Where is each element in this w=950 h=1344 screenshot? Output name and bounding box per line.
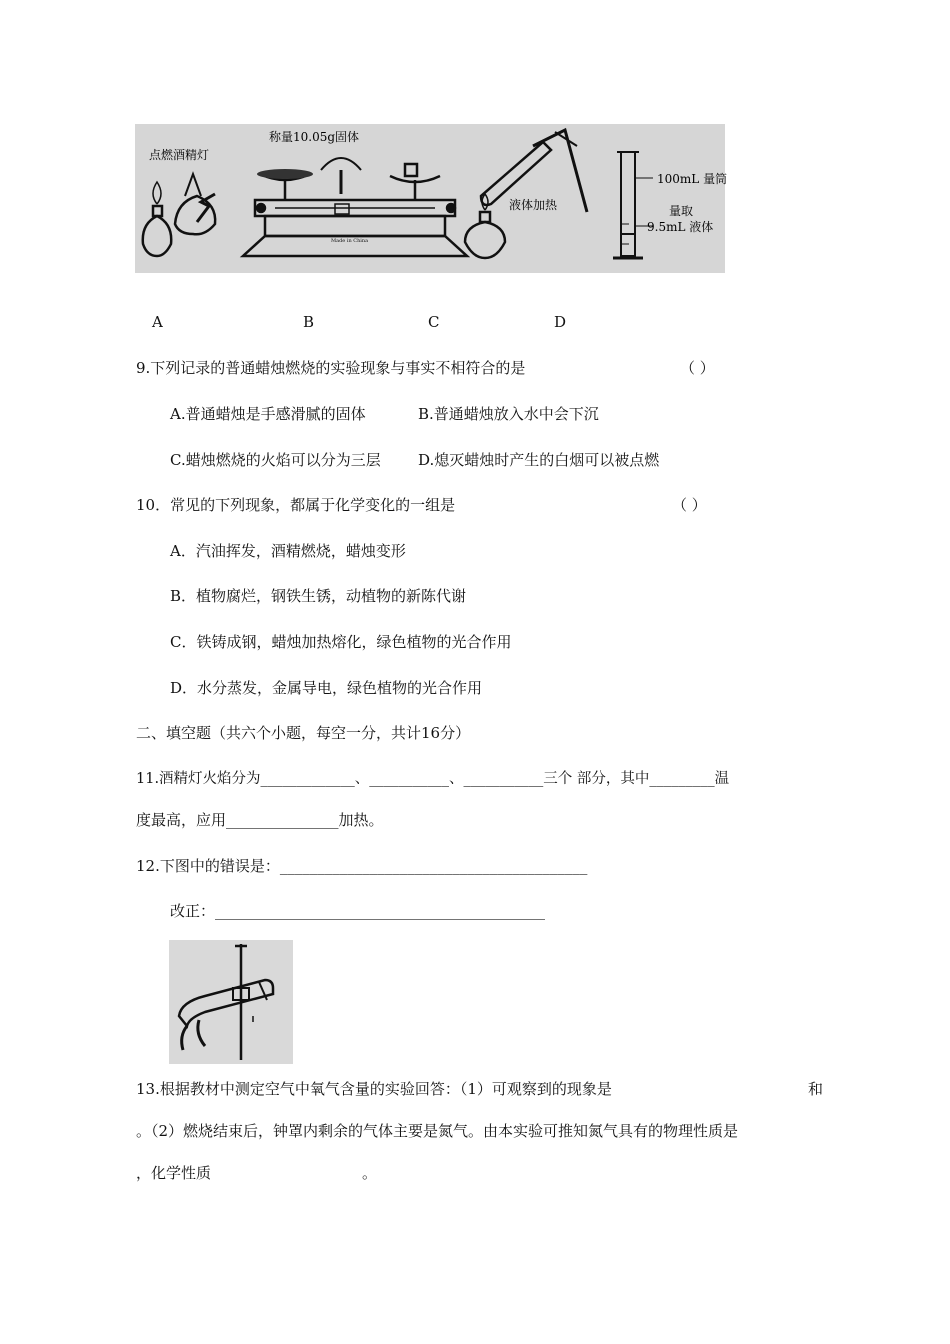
q10-option-c: C．铁铸成钢，蜡烛加热熔化，绿色植物的光合作用 xyxy=(170,633,512,651)
q10-option-d: D．水分蒸发，金属导电，绿色植物的光合作用 xyxy=(170,679,483,697)
q10-stem: 10．常见的下列现象，都属于化学变化的一组是 xyxy=(136,496,456,514)
q9-option-d: D.熄灭蜡烛时产生的白烟可以被点燃 xyxy=(418,451,660,469)
alcohol-lamp-icon xyxy=(143,174,215,256)
q9-answer-paren: （ ） xyxy=(680,359,715,377)
label-weigh-solid: 称量10.05g固体 xyxy=(269,130,360,144)
label-measure-2: 9.5mL 液体 xyxy=(647,220,714,234)
q11-line-2: 度最高，应用_______________加热。 xyxy=(136,811,384,829)
q13-line-1: 13.根据教材中测定空气中氧气含量的实验回答：（1）可观察到的现象是 xyxy=(136,1080,612,1098)
q10-answer-paren: （ ） xyxy=(672,496,707,514)
q12-error-line: 12.下图中的错误是：_________________________________________ xyxy=(136,857,588,875)
section-2-title: 二、填空题（共六个小题，每空一分，共计16分） xyxy=(136,724,471,742)
q13-line-3: ，化学性质 xyxy=(136,1164,212,1182)
heating-setup-drawing xyxy=(169,940,293,1064)
q13-line-1-end: 和 xyxy=(808,1080,824,1098)
q9-option-b: B.普通蜡烛放入水中会下沉 xyxy=(418,405,599,423)
q9-option-c: C.蜡烛燃烧的火焰可以分为三层 xyxy=(170,451,381,469)
heating-setup-figure xyxy=(169,940,293,1064)
test-tube-heating-icon xyxy=(465,130,587,258)
balance-made-in-china: Made in China xyxy=(331,238,369,244)
q11-line-1: 11.酒精灯火焰分为_____________、___________、___________三个 部分，其中_________温 xyxy=(136,771,730,787)
q10-option-b: B．植物腐烂，钢铁生锈，动植物的新陈代谢 xyxy=(170,587,467,605)
graduated-cylinder-icon xyxy=(613,152,653,258)
figure1-option-c: C xyxy=(428,313,440,331)
lab-operations-figure xyxy=(135,124,728,273)
label-light-lamp: 点燃酒精灯 xyxy=(149,148,210,162)
label-cylinder: 100mL 量筒 xyxy=(657,172,728,186)
figure1-option-d: D xyxy=(554,313,567,331)
q12-correction-line: 改正：____________________________________________ xyxy=(170,902,546,920)
lab-operations-drawing xyxy=(135,124,728,273)
q9-option-a: A.普通蜡烛是手感滑腻的固体 xyxy=(170,405,366,423)
figure1-option-b: B xyxy=(303,313,315,331)
q10-option-a: A．汽油挥发，酒精燃烧，蜡烛变形 xyxy=(170,542,406,560)
q9-stem: 9.下列记录的普通蜡烛燃烧的实验现象与事实不相符合的是 xyxy=(136,359,526,377)
q13-line-3-end: 。 xyxy=(362,1164,378,1182)
label-heat-liquid: 液体加热 xyxy=(509,198,558,212)
label-measure-1: 量取 xyxy=(669,204,694,218)
q13-line-2: 。（2）燃烧结束后，钟罩内剩余的气体主要是氮气。由本实验可推知氮气具有的物理性质是 xyxy=(136,1122,739,1140)
figure1-option-a: A xyxy=(152,313,163,331)
